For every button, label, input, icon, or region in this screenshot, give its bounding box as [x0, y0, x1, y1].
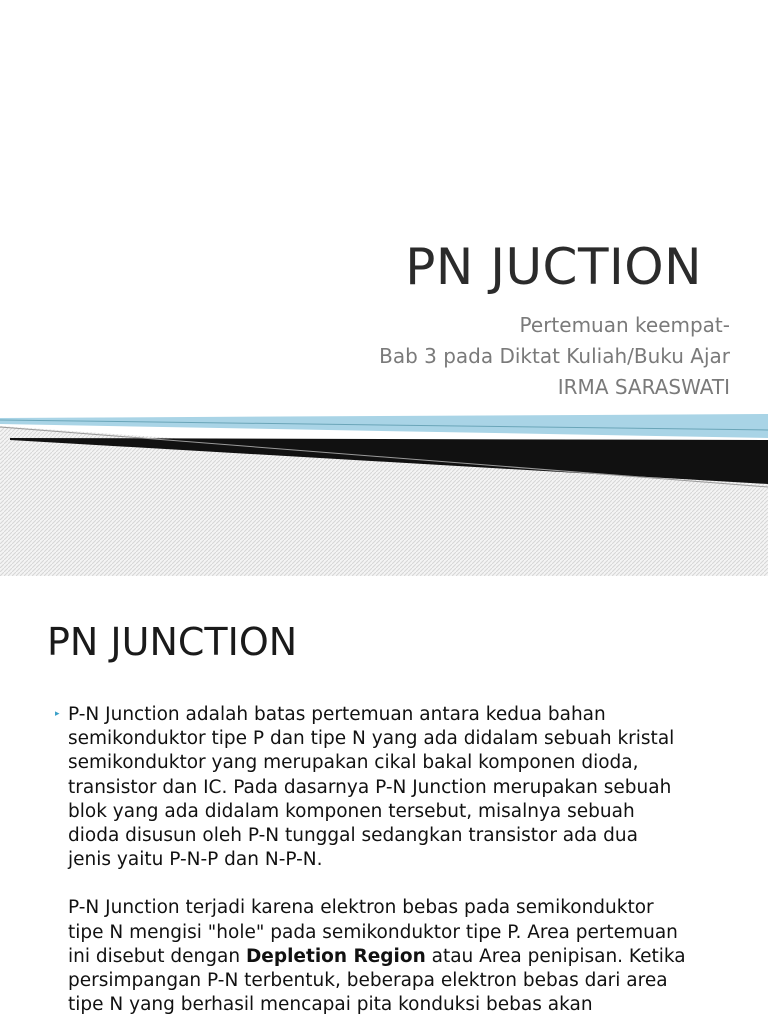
decorative-band: [0, 400, 768, 576]
p2-line-3b: atau Area penipisan. Ketika: [425, 945, 686, 967]
content-title: PN JUNCTION: [47, 620, 298, 664]
p1-line-4: transistor dan IC. Pada dasarnya P-N Junction merupakan sebuah: [68, 776, 672, 798]
depletion-region-term: Depletion Region: [245, 945, 426, 967]
paragraph-2: [68, 896, 748, 1017]
slide-title: PN JUCTION: [405, 238, 702, 296]
subtitle-line-3: IRMA SARASWATI: [557, 375, 730, 399]
p1-line-3: semikonduktor yang merupakan cikal bakal komponen dioda,: [68, 752, 639, 774]
triangle-bullet-icon: ▸: [55, 709, 60, 719]
p2-line-1: P-N Junction terjadi karena elektron bebas pada semikonduktor: [68, 897, 654, 919]
slide-subtitle: [379, 310, 730, 403]
p1-line-2: semikonduktor tipe P dan tipe N yang ada didalam sebuah kristal: [68, 728, 675, 750]
p2-line-4: persimpangan P-N terbentuk, beberapa elektron bebas dari area: [68, 970, 668, 992]
paragraph-1: [68, 703, 748, 872]
p2-line-2: tipe N mengisi "hole" pada semikonduktor tipe P. Area pertemuan: [68, 921, 678, 943]
subtitle-line-2: Bab 3 pada Diktat Kuliah/Buku Ajar: [379, 344, 730, 368]
p1-line-1: P-N Junction adalah batas pertemuan antara kedua bahan: [68, 704, 606, 725]
content-slide: [0, 576, 768, 1024]
p1-line-6: dioda disusun oleh P-N tunggal sedangkan transistor ada dua: [68, 825, 638, 847]
p1-line-5: blok yang ada didalam komponen tersebut, misalnya sebuah: [68, 800, 635, 822]
p1-line-7: jenis yaitu P-N-P dan N-P-N.: [68, 849, 323, 871]
p2-line-3a: ini disebut dengan: [68, 945, 246, 967]
p2-line-5: tipe N yang berhasil mencapai pita konduksi bebas akan: [68, 994, 593, 1016]
content-body: [68, 703, 748, 1017]
subtitle-line-1: Pertemuan keempat-: [519, 313, 730, 337]
